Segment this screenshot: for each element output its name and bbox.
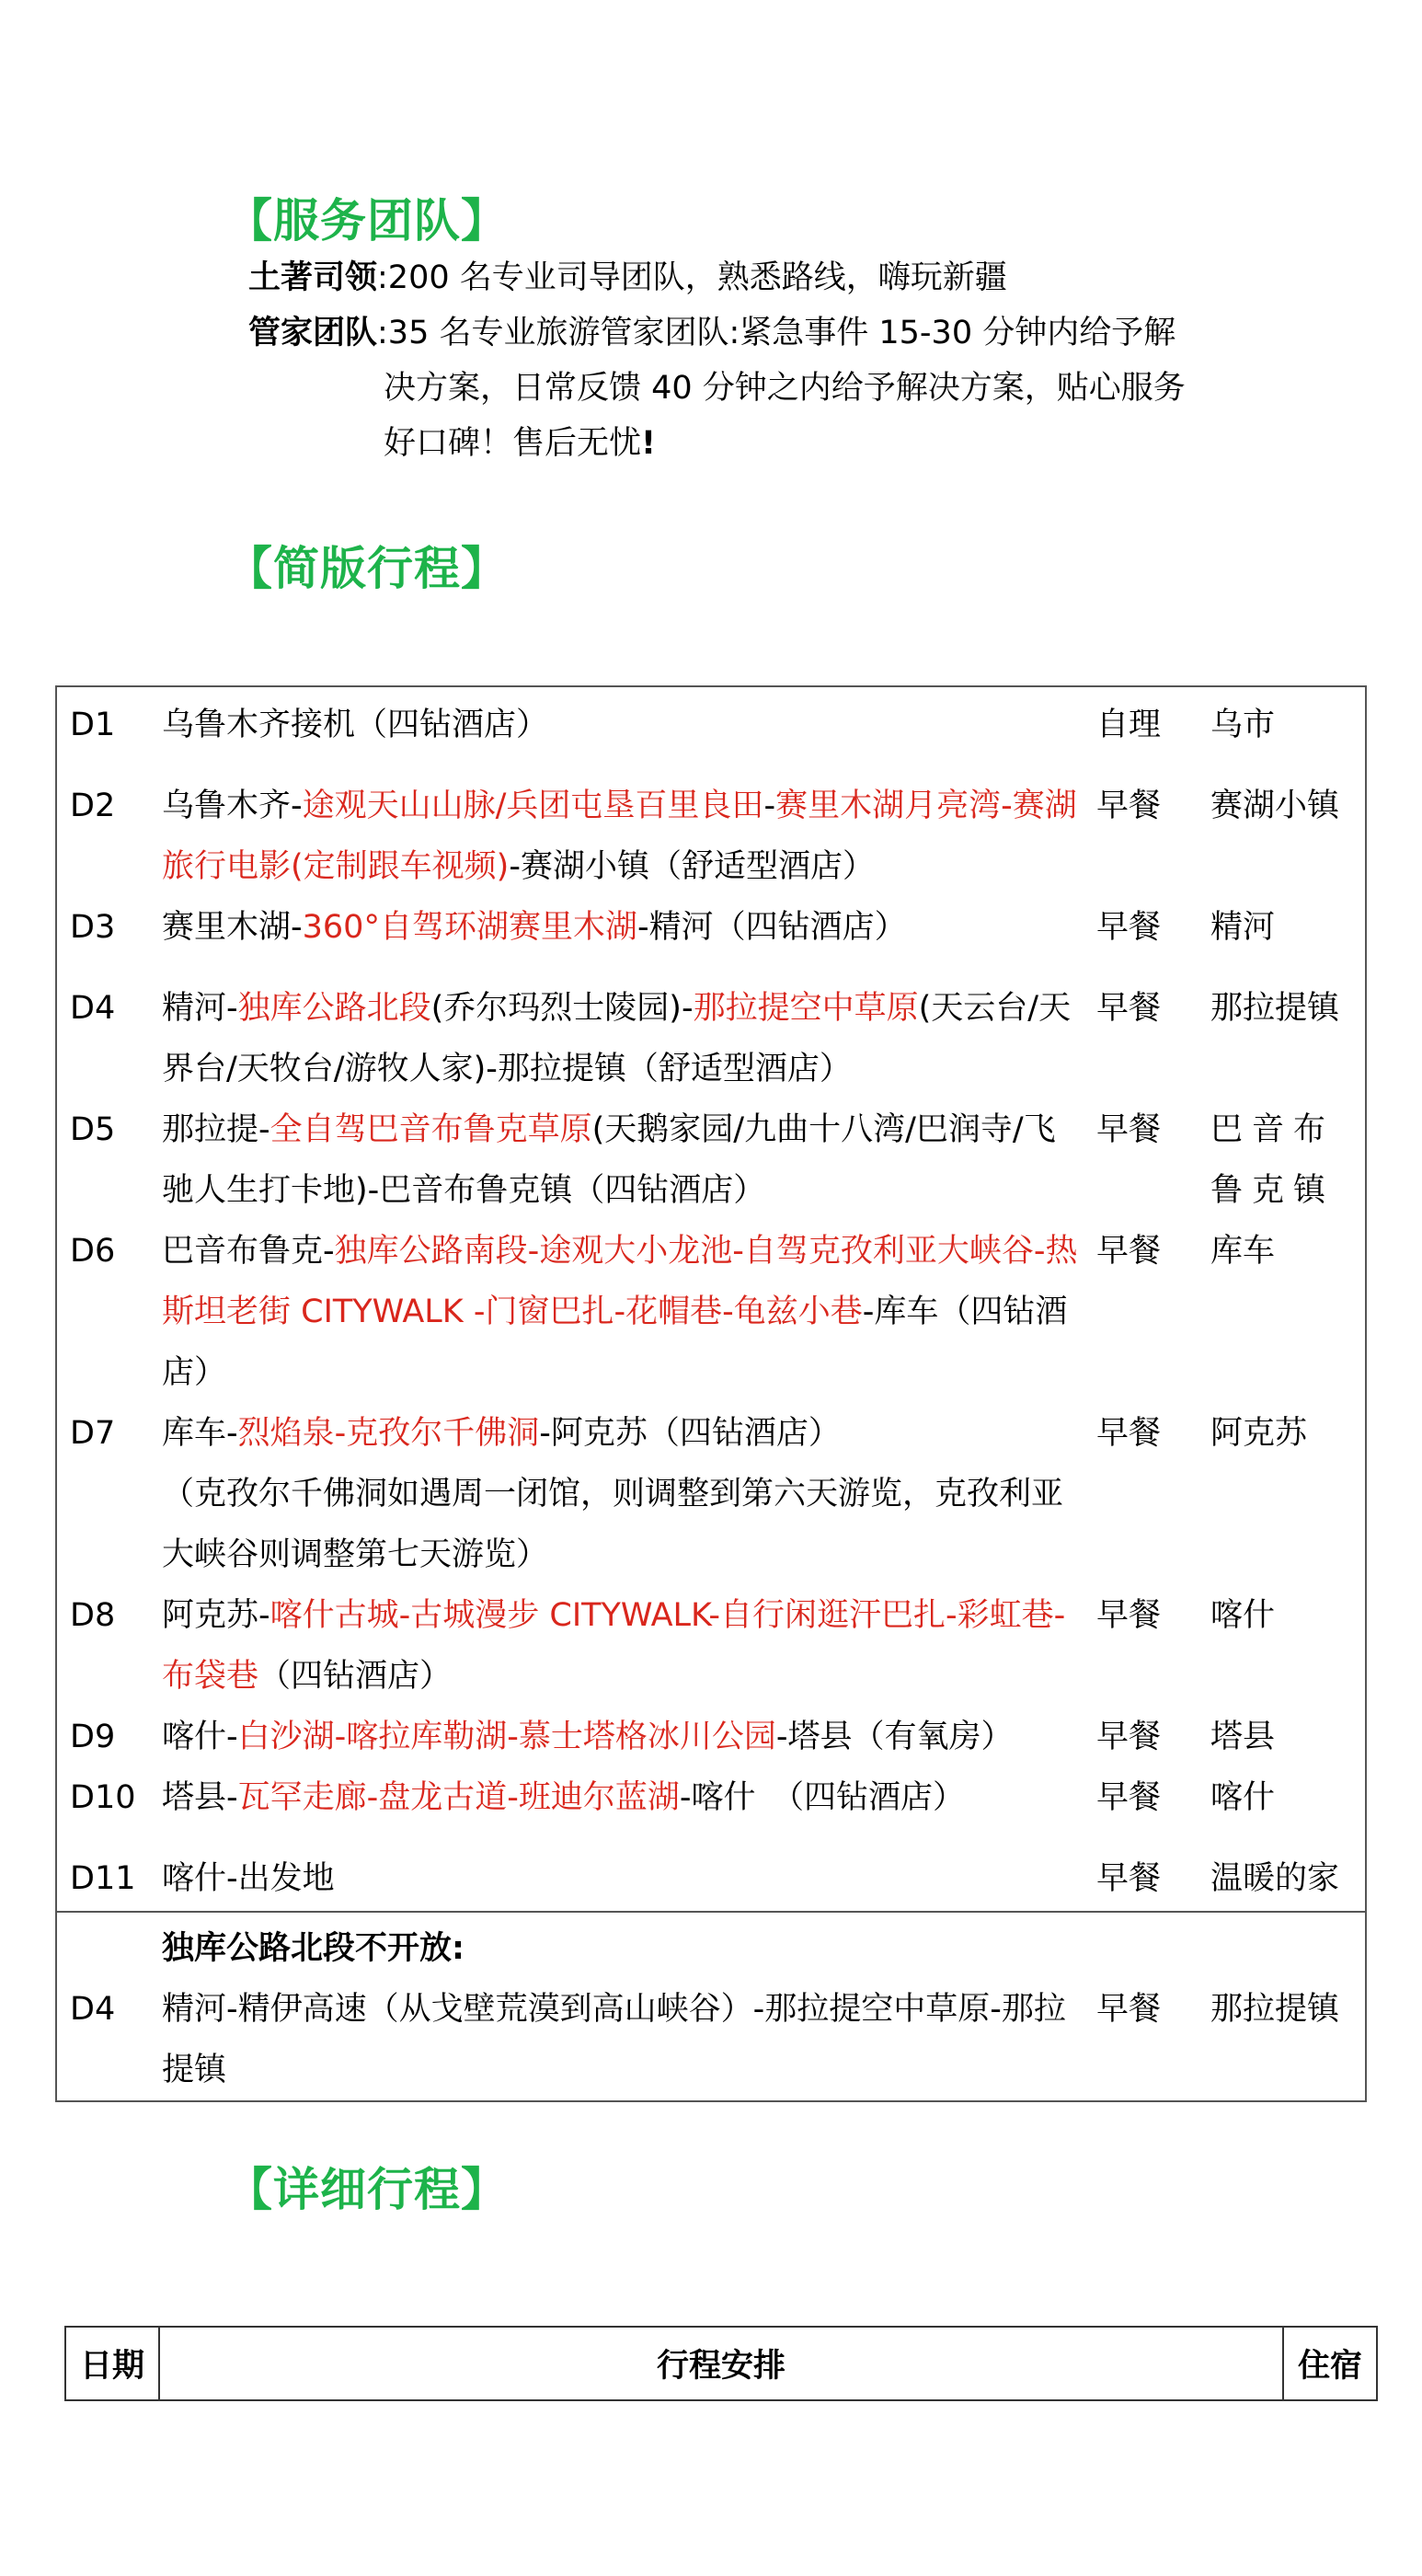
itinerary-note: （克孜尔千佛洞如遇周一闭馆，则调整到第六天游览，克孜利亚大峡谷则调整第七天游览） bbox=[162, 1476, 1064, 1573]
itinerary-day: D5 bbox=[70, 1111, 116, 1148]
route-text: -精河（四钻酒店） bbox=[636, 909, 907, 946]
itinerary-day: D2 bbox=[70, 788, 116, 824]
route-highlight: 喀什古城-古城漫步 CITYWALK-自行闲逛汗巴扎-彩虹巷-布袋巷 bbox=[162, 1597, 1066, 1695]
itinerary-day: D3 bbox=[70, 909, 116, 946]
route-highlight: 独库公路北段 bbox=[237, 990, 431, 1027]
itinerary-day: D11 bbox=[70, 1860, 136, 1897]
route-highlight: 瓦罕走廊-盘龙古道-班迪尔蓝湖 bbox=[237, 1779, 680, 1816]
service-text-cont: 决方案，日常反馈 40 分钟之内给予解决方案，贴心服务 bbox=[384, 370, 1186, 407]
route-text: 阿克苏- bbox=[162, 1597, 270, 1634]
route-highlight: 360°自驾环湖赛里木湖 bbox=[302, 909, 637, 946]
itinerary-row bbox=[56, 1585, 1366, 1707]
itinerary-route bbox=[162, 1221, 1096, 1403]
itinerary-route bbox=[162, 1099, 1096, 1221]
route-text: (天鹅家园/九曲十八湾/巴润寺/飞驰人生打卡地)-巴音布鲁克镇（四钻酒店） bbox=[162, 1111, 1056, 1209]
route-text: 乌鲁木齐接机（四钻酒店） bbox=[162, 707, 549, 743]
itinerary-route bbox=[162, 958, 1096, 1099]
route-text: (乔尔玛烈士陵园)- bbox=[430, 990, 694, 1027]
itinerary-day: D4 bbox=[70, 990, 116, 1027]
route-highlight: 白沙湖-喀拉库勒湖-慕士塔格冰川公园 bbox=[237, 1719, 776, 1755]
route-text: 乌鲁木齐- bbox=[162, 788, 303, 824]
itinerary-meal: 早餐 bbox=[1096, 788, 1162, 824]
route-highlight: 独库公路南段-途观大小龙池-自驾克孜利亚大峡谷-热斯坦老街 CITYWALK -门窗巴扎-花帽巷-龟兹小巷 bbox=[162, 1233, 1078, 1330]
itinerary-meal: 早餐 bbox=[1096, 909, 1162, 946]
itinerary-stay: 那拉提镇 bbox=[1210, 990, 1340, 1027]
itinerary-stay: 赛湖小镇 bbox=[1210, 788, 1340, 824]
alt-route-heading: 独库公路北段不开放: bbox=[162, 1912, 1096, 1979]
service-row-guides bbox=[248, 250, 1007, 305]
itinerary-meal: 自理 bbox=[1096, 707, 1162, 743]
header-date: 日期 bbox=[65, 2327, 159, 2400]
itinerary-row bbox=[56, 1767, 1366, 1828]
itinerary-day: D10 bbox=[70, 1779, 136, 1816]
itinerary-row bbox=[56, 1707, 1366, 1767]
brief-section-title: 【简版行程】 bbox=[226, 542, 508, 595]
itinerary-stay: 乌市 bbox=[1210, 707, 1276, 743]
itinerary-route bbox=[162, 1828, 1096, 1912]
itinerary-day: D8 bbox=[70, 1597, 116, 1634]
itinerary-meal: 早餐 bbox=[1096, 1860, 1162, 1897]
itinerary-row bbox=[56, 958, 1366, 1099]
alt-route: 精河-精伊高速（从戈壁荒漠到高山峡谷）-那拉提空中草原-那拉提镇 bbox=[162, 1991, 1066, 2088]
itinerary-meal: 早餐 bbox=[1096, 1719, 1162, 1755]
itinerary-route bbox=[162, 1707, 1096, 1767]
itinerary-day: D9 bbox=[70, 1719, 116, 1755]
itinerary-row bbox=[56, 686, 1366, 755]
detail-itinerary-table-header bbox=[64, 2326, 1378, 2401]
itinerary-route bbox=[162, 1767, 1096, 1828]
itinerary-stay: 阿克苏 bbox=[1210, 1415, 1308, 1452]
itinerary-route bbox=[162, 1585, 1096, 1707]
itinerary-stay: 温暖的家 bbox=[1210, 1860, 1340, 1897]
route-highlight: 那拉提空中草原 bbox=[693, 990, 919, 1027]
itinerary-meal: 早餐 bbox=[1096, 1111, 1162, 1148]
route-highlight: 烈焰泉-克孜尔千佛洞 bbox=[237, 1415, 540, 1452]
route-text: -塔县（有氧房） bbox=[775, 1719, 1014, 1755]
route-text: 巴音布鲁克- bbox=[162, 1233, 335, 1270]
route-text: 赛里木湖- bbox=[162, 909, 303, 946]
detail-section-title: 【详细行程】 bbox=[226, 2163, 508, 2216]
itinerary-row bbox=[56, 897, 1366, 958]
route-text: - bbox=[763, 788, 776, 824]
itinerary-route bbox=[162, 755, 1096, 897]
itinerary-stay: 精河 bbox=[1210, 909, 1276, 946]
alt-stay: 那拉提镇 bbox=[1210, 1991, 1340, 2028]
service-text-cont: 好口碑！售后无忧! bbox=[384, 425, 656, 462]
itinerary-meal: 早餐 bbox=[1096, 990, 1162, 1027]
route-text: -喀什 （四钻酒店） bbox=[679, 1779, 966, 1816]
route-text: 库车- bbox=[162, 1415, 238, 1452]
itinerary-row bbox=[56, 1099, 1366, 1221]
itinerary-day: D7 bbox=[70, 1415, 116, 1452]
itinerary-stay: 巴音布鲁克镇 bbox=[1210, 1111, 1336, 1209]
itinerary-route bbox=[162, 897, 1096, 958]
itinerary-route bbox=[162, 686, 1096, 755]
service-section-title: 【服务团队】 bbox=[226, 194, 508, 247]
itinerary-row bbox=[56, 1403, 1366, 1585]
itinerary-day: D6 bbox=[70, 1233, 116, 1270]
route-highlight: 全自驾巴音布鲁克草原 bbox=[269, 1111, 592, 1148]
itinerary-stay: 塔县 bbox=[1210, 1719, 1276, 1755]
route-text: 那拉提- bbox=[162, 1111, 270, 1148]
brief-itinerary-table bbox=[55, 685, 1367, 2102]
itinerary-day: D1 bbox=[70, 707, 116, 743]
route-highlight: 途观天山山脉/兵团屯垦百里良田 bbox=[302, 788, 764, 824]
header-lodging: 住宿 bbox=[1283, 2327, 1377, 2400]
route-text: （四钻酒店） bbox=[258, 1658, 453, 1695]
itinerary-route bbox=[162, 1403, 1096, 1585]
service-text: :35 名专业旅游管家团队:紧急事件 15-30 分钟内给予解 bbox=[377, 315, 1176, 351]
itinerary-stay: 喀什 bbox=[1210, 1779, 1276, 1816]
header-arrangement: 行程安排 bbox=[159, 2327, 1283, 2400]
itinerary-stay: 喀什 bbox=[1210, 1597, 1276, 1634]
itinerary-meal: 早餐 bbox=[1096, 1597, 1162, 1634]
route-text: -库车（四钻酒店） bbox=[162, 1294, 1068, 1391]
route-text: -阿克苏（四钻酒店） bbox=[539, 1415, 841, 1452]
itinerary-row bbox=[56, 1828, 1366, 1912]
service-row-butlers bbox=[248, 305, 1186, 471]
alt-meal: 早餐 bbox=[1096, 1991, 1162, 2028]
route-text: 精河- bbox=[162, 990, 238, 1027]
route-text: 塔县- bbox=[162, 1779, 238, 1816]
service-text: :200 名专业司导团队，熟悉路线，嗨玩新疆 bbox=[377, 259, 1007, 296]
route-text: (天云台/天界台/天牧台/游牧人家)-那拉提镇（舒适型酒店） bbox=[162, 990, 1072, 1087]
itinerary-row bbox=[56, 1221, 1366, 1403]
itinerary-meal: 早餐 bbox=[1096, 1779, 1162, 1816]
itinerary-stay: 库车 bbox=[1210, 1233, 1276, 1270]
route-highlight: 赛里木湖月亮湾-赛湖旅行电影(定制跟车视频) bbox=[162, 788, 1077, 885]
itinerary-row bbox=[56, 755, 1366, 897]
service-label: 土著司领 bbox=[248, 259, 378, 296]
itinerary-meal: 早餐 bbox=[1096, 1233, 1162, 1270]
alt-day: D4 bbox=[70, 1991, 116, 2028]
route-text: 喀什- bbox=[162, 1719, 238, 1755]
route-text: 喀什-出发地 bbox=[162, 1860, 335, 1897]
route-text: -赛湖小镇（舒适型酒店） bbox=[509, 848, 875, 885]
itinerary-meal: 早餐 bbox=[1096, 1415, 1162, 1452]
service-label: 管家团队 bbox=[248, 315, 378, 351]
